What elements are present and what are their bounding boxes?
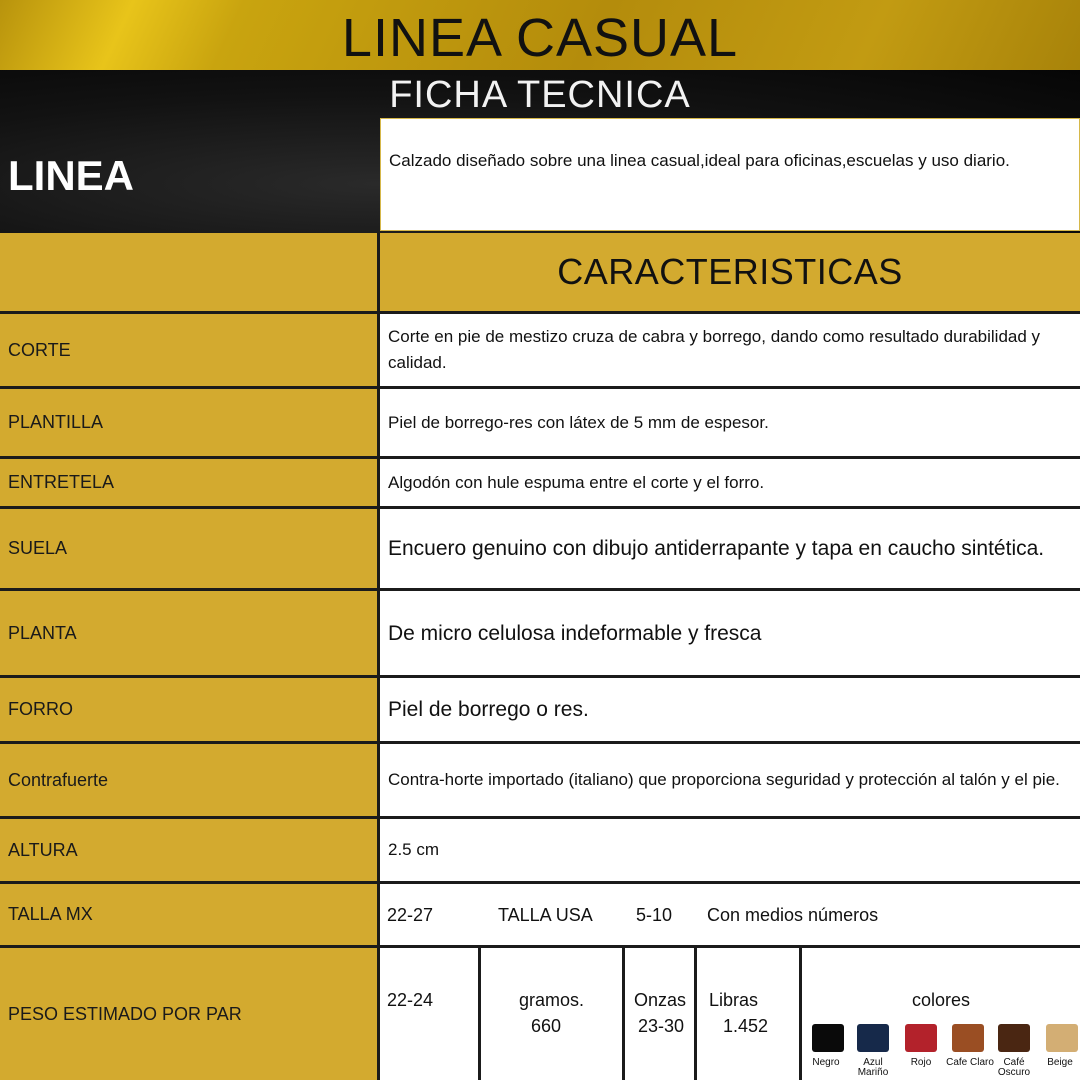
table-divider — [0, 456, 1080, 459]
row-value-altura: 2.5 cm — [380, 819, 1080, 881]
row-value-forro: Piel de borrego o res. — [380, 678, 1080, 741]
row-value-contrafuerte: Contra-horte importado (italiano) que proporciona seguridad y protección al talón y el pie. — [380, 744, 1080, 816]
colores-label: colores — [911, 990, 971, 1010]
color-name: Cafe Claro — [946, 1057, 994, 1068]
color-swatch[interactable] — [952, 1024, 984, 1052]
color-swatch[interactable] — [857, 1024, 889, 1052]
row-label-altura: ALTURA — [8, 839, 78, 860]
talla-note: Con medios números — [707, 904, 879, 925]
table-divider — [0, 386, 1080, 389]
peso-gramos-label: gramos. — [518, 990, 585, 1010]
row-label-talla: TALLA MX — [8, 904, 93, 924]
row-label-plantilla: PLANTILLA — [8, 412, 104, 432]
color-swatch[interactable] — [905, 1024, 937, 1052]
linea-label: LINEA — [8, 152, 134, 199]
row-label-suela: SUELA — [8, 538, 68, 558]
row-label-contrafuerte: Contrafuerte — [8, 769, 109, 790]
row-label-peso: PESO ESTIMADO POR PAR — [8, 1003, 242, 1024]
peso-gramos-value: 660 — [530, 1016, 562, 1036]
linea-description: Calzado diseñado sobre una linea casual,ideal para oficinas,escuelas y uso diario. — [380, 118, 1080, 231]
talla-usa-range: 5-10 — [636, 904, 673, 925]
table-divider — [0, 816, 1080, 819]
peso-divider — [799, 948, 802, 1080]
table-vertical-divider — [377, 233, 380, 1080]
peso-divider — [478, 948, 481, 1080]
table-divider — [0, 588, 1080, 591]
peso-libras-value: 1.452 — [723, 1016, 769, 1036]
color-name: Beige — [1047, 1057, 1073, 1068]
table-divider — [0, 945, 1080, 948]
color-swatch[interactable] — [812, 1024, 844, 1052]
page-subtitle: FICHA TECNICA — [389, 73, 691, 116]
row-label-planta: PLANTA — [8, 622, 77, 643]
peso-onzas-value: 23-30 — [637, 1016, 685, 1036]
row-value-plantilla: Piel de borrego-res con látex de 5 mm de espesor. — [380, 389, 1080, 456]
row-value-entretela: Algodón con hule espuma entre el corte y el forro. — [380, 459, 1080, 506]
peso-divider — [622, 948, 625, 1080]
color-swatch[interactable] — [1046, 1024, 1078, 1052]
table-divider — [0, 675, 1080, 678]
peso-size-range: 22-24 — [387, 990, 434, 1010]
table-divider — [0, 311, 1080, 314]
talla-usa-label: TALLA USA — [498, 904, 593, 925]
page-title: LINEA CASUAL — [341, 8, 739, 68]
peso-divider — [694, 948, 697, 1080]
row-label-forro: FORRO — [8, 699, 73, 719]
table-divider — [0, 881, 1080, 884]
row-value-planta: De micro celulosa indeformable y fresca — [380, 591, 1080, 675]
row-value-suela: Encuero genuino con dibujo antiderrapante y tapa en caucho sintética. — [380, 509, 1080, 588]
talla-mx-range: 22-27 — [387, 904, 434, 925]
table-divider — [0, 741, 1080, 744]
features-heading: CARACTERISTICAS — [557, 251, 903, 292]
color-name: Rojo — [910, 1057, 932, 1068]
color-name: Azul Mariño — [857, 1057, 889, 1078]
color-name: Café Oscuro — [997, 1057, 1031, 1078]
table-divider — [0, 506, 1080, 509]
color-name: Negro — [812, 1057, 840, 1068]
peso-libras-label: Libras — [709, 990, 759, 1010]
row-label-corte: CORTE — [8, 339, 71, 360]
row-label-entretela: ENTRETELA — [8, 472, 115, 492]
color-swatch[interactable] — [998, 1024, 1030, 1052]
features-heading-cell — [380, 233, 1080, 311]
row-value-corte: Corte en pie de mestizo cruza de cabra y borrego, dando como resultado durabilidad y calidad. — [380, 314, 1080, 386]
peso-onzas-label: Onzas — [633, 990, 687, 1010]
talla-row — [380, 884, 1080, 945]
title-band — [0, 0, 1080, 70]
